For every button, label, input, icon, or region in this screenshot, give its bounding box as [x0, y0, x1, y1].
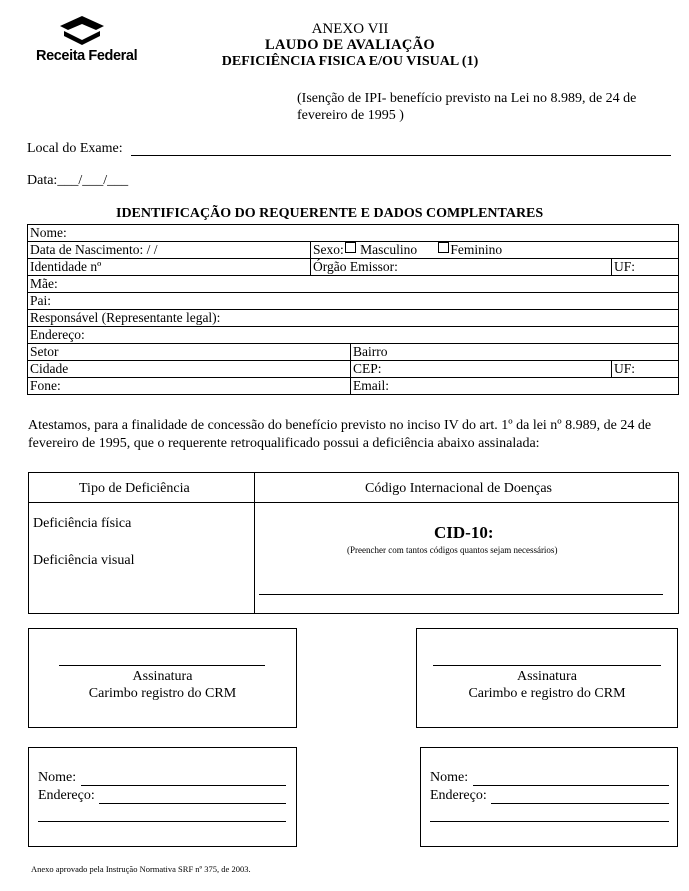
sexo-label: Sexo: [313, 242, 344, 257]
responsavel-field[interactable]: Responsável (Representante legal): [28, 310, 679, 327]
nome-line-right[interactable] [473, 785, 669, 786]
signature-label-left: Assinatura [132, 669, 193, 684]
header-divider [29, 502, 678, 503]
feminino-checkbox[interactable] [438, 242, 449, 253]
signature-box-left [28, 628, 297, 728]
document-title: LAUDO DE AVALIAÇÃO [264, 37, 436, 53]
masculino-checkbox[interactable] [345, 242, 356, 253]
identidade-field[interactable]: Identidade nº [28, 259, 311, 276]
nome-line-left[interactable] [81, 785, 286, 786]
extra-line-left[interactable] [38, 821, 286, 822]
local-exame-label: Local do Exame: [27, 141, 123, 156]
fone-field[interactable]: Fone: [28, 378, 351, 395]
endereco-line-left[interactable] [99, 803, 286, 804]
endereco-label-left: Endereço: [38, 788, 95, 803]
uf2-field[interactable]: UF: [612, 361, 679, 378]
identification-title: IDENTIFICAÇÃO DO REQUERENTE E DADOS COMPLENTARES [116, 206, 544, 221]
identification-table [27, 224, 679, 395]
signature-line-left[interactable] [59, 665, 265, 666]
cep-field[interactable]: CEP: [351, 361, 612, 378]
masculino-label: Masculino [360, 242, 418, 257]
address-box-right [420, 747, 678, 847]
endereco-field[interactable]: Endereço: [28, 327, 679, 344]
column-divider [254, 473, 255, 613]
logo-text: Receita Federal [36, 48, 138, 64]
crm-stamp-label-left: Carimbo registro do CRM [88, 686, 237, 701]
cid-note: (Preencher com tantos códigos quantos sejam necessários) [347, 545, 558, 555]
nome-field[interactable]: Nome: [28, 225, 679, 242]
cid-input-line[interactable] [259, 594, 663, 595]
signature-label-right: Assinatura [517, 669, 577, 684]
nome-label-right: Nome: [430, 770, 469, 785]
signature-line-right[interactable] [433, 665, 661, 666]
sexo-field [311, 242, 679, 259]
deficiency-table [28, 472, 679, 614]
address-box-left [28, 747, 297, 847]
cidade-field[interactable]: Cidade [28, 361, 351, 378]
cid-header: Código Internacional de Doenças [365, 481, 552, 496]
endereco-line-right[interactable] [491, 803, 669, 804]
document-subtitle: DEFICIÊNCIA FISICA E/OU VISUAL (1) [221, 54, 479, 69]
attest-paragraph: Atestamos, para a finalidade de concessão do benefício previsto no inciso IV do art. 1º da lei nº 8.989, de 24 de fevereiro de 1995, que o requerente retroqualificado possui a deficiência abaixo assinalada: [28, 418, 652, 451]
legal-note: (Isenção de IPI- benefício previsto na Lei no 8.989, de 24 de fevereiro de 1995 ) [297, 91, 637, 123]
nome-label-left: Nome: [38, 770, 77, 785]
uf-field[interactable]: UF: [612, 259, 679, 276]
nascimento-field[interactable]: Data de Nascimento: / / [28, 242, 311, 259]
annex-label: ANEXO VII [311, 21, 389, 37]
tipo-deficiencia-header: Tipo de Deficiência [79, 481, 190, 496]
crm-stamp-label-right: Carimbo e registro do CRM [468, 686, 626, 701]
email-field[interactable]: Email: [351, 378, 679, 395]
bairro-field[interactable]: Bairro [351, 344, 679, 361]
cid-label: CID-10: [434, 523, 494, 542]
orgao-field[interactable]: Órgão Emissor: [311, 259, 612, 276]
endereco-label-right: Endereço: [430, 788, 487, 803]
signature-box-right [416, 628, 678, 728]
pai-field[interactable]: Pai: [28, 293, 679, 310]
data-field[interactable]: Data:___/___/___ [27, 173, 129, 188]
feminino-label: Feminino [450, 242, 503, 257]
footer-note: Anexo aprovado pela Instrução Normativa SRF nº 375, de 2003. [31, 864, 251, 874]
deficiencia-fisica-option[interactable]: Deficiência física [33, 516, 132, 531]
deficiencia-visual-option[interactable]: Deficiência visual [33, 553, 135, 568]
mae-field[interactable]: Mãe: [28, 276, 679, 293]
setor-field[interactable]: Setor [28, 344, 351, 361]
local-exame-field[interactable] [131, 155, 671, 156]
extra-line-right[interactable] [430, 821, 669, 822]
